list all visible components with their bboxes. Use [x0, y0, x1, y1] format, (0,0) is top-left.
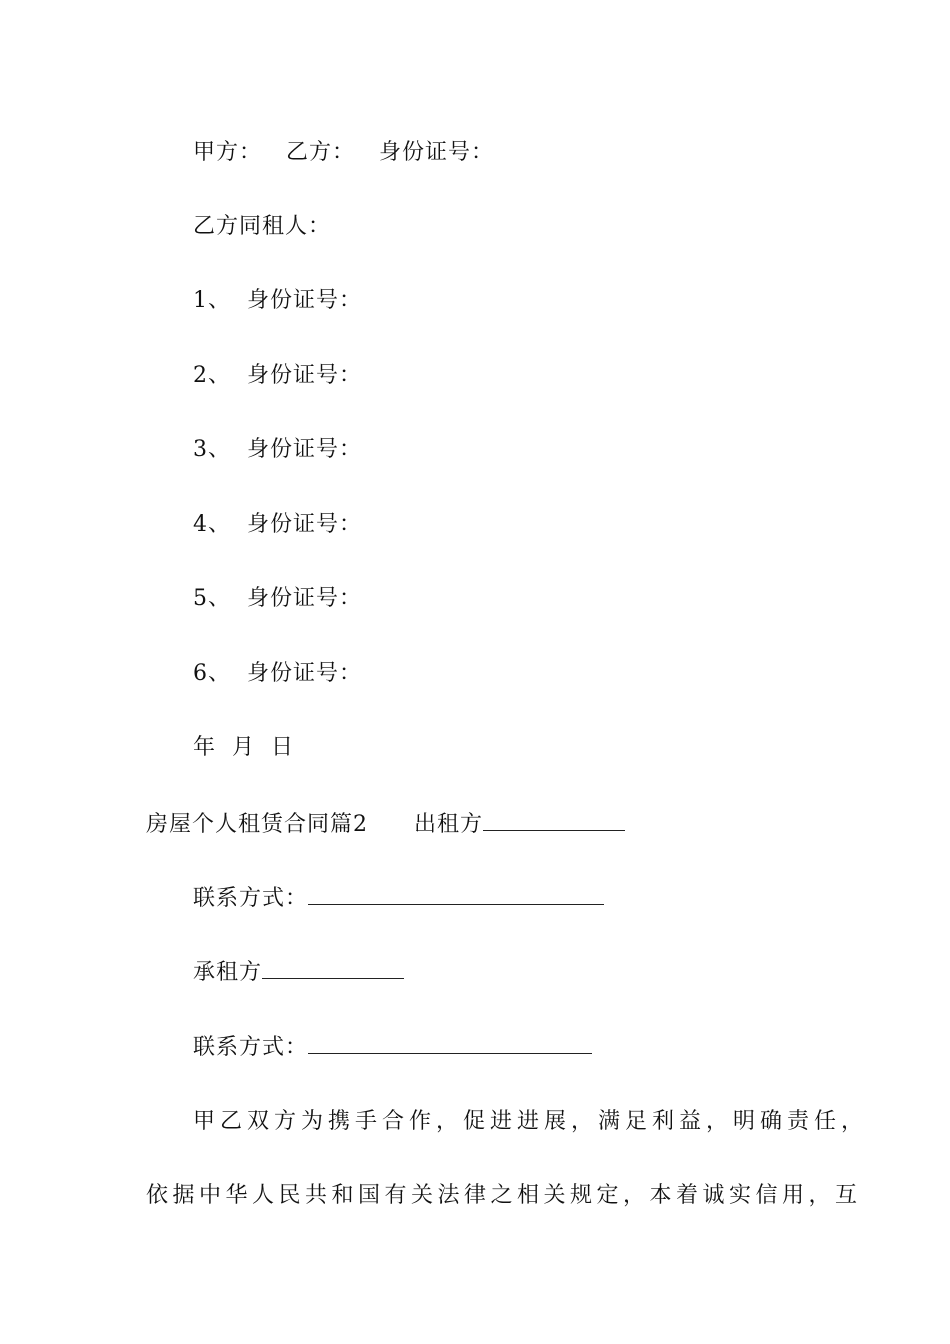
date-day: 日	[271, 735, 295, 760]
co-tenant-id-label: 身份证号：	[247, 288, 363, 313]
co-tenants-label: 乙方同租人：	[193, 214, 332, 239]
party-line	[193, 138, 494, 168]
lessee-contact-label: 联系方式：	[193, 1035, 309, 1060]
contract2-title-line	[146, 808, 625, 840]
co-tenant-row	[193, 286, 362, 316]
lessee-contact-blank	[308, 1031, 592, 1054]
contract2-title: 房屋个人租赁合同篇2	[146, 812, 368, 837]
co-tenant-id-label: 身份证号：	[247, 437, 363, 462]
co-tenant-number: 6、	[193, 661, 231, 686]
co-tenant-row	[193, 584, 362, 614]
co-tenant-id-label: 身份证号：	[247, 586, 363, 611]
lessee-contact-line	[193, 1031, 592, 1063]
co-tenant-number: 3、	[193, 437, 231, 462]
co-tenant-row	[193, 435, 362, 465]
co-tenant-row	[193, 659, 362, 689]
lessor-label: 出租方	[414, 812, 484, 837]
co-tenant-row	[193, 361, 362, 391]
party-b-label: 乙方：	[286, 140, 356, 165]
co-tenant-number: 2、	[193, 363, 231, 388]
party-a-label: 甲方：	[193, 140, 263, 165]
co-tenant-number: 1、	[193, 288, 231, 313]
lessor-blank	[483, 808, 625, 831]
lessee-label: 承租方	[193, 960, 263, 985]
co-tenant-row	[193, 510, 362, 540]
lessor-contact-line	[193, 882, 604, 914]
date-month: 月	[232, 735, 256, 760]
co-tenant-number: 5、	[193, 586, 231, 611]
lessee-line	[193, 956, 404, 988]
co-tenant-id-label: 身份证号：	[247, 512, 363, 537]
paragraph-line: 依据中华人民共和国有关法律之相关规定，本着诚实信用，互	[146, 1183, 862, 1208]
lessor-contact-blank	[308, 882, 604, 905]
lessor-contact-label: 联系方式：	[193, 886, 309, 911]
co-tenant-id-label: 身份证号：	[247, 661, 363, 686]
paragraph-line: 甲乙双方为携手合作，促进进展，满足利益，明确责任，	[193, 1109, 869, 1134]
date-year: 年	[193, 735, 217, 760]
lessee-blank	[262, 956, 404, 979]
date-line	[193, 733, 294, 763]
id-number-label: 身份证号：	[379, 140, 495, 165]
co-tenant-number: 4、	[193, 512, 231, 537]
co-tenant-id-label: 身份证号：	[247, 363, 363, 388]
